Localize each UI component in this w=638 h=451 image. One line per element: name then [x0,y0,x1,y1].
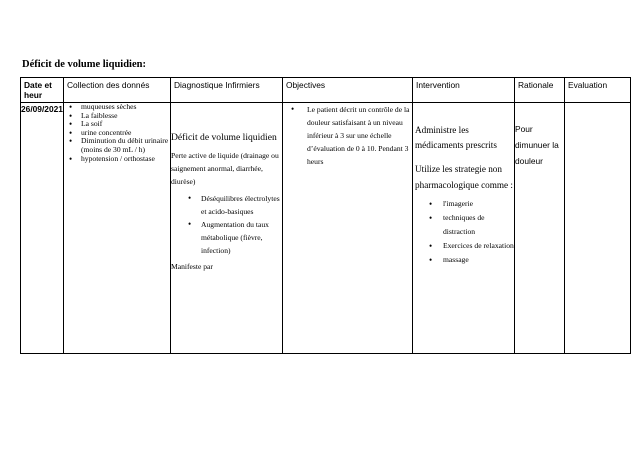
list-item: • Augmentation du taux métabolique (fièvre, infection) [183,218,282,257]
list-item: • La faiblesse [64,112,170,121]
table-row [21,103,631,354]
list-item: • urine concentrée [64,129,170,138]
list-item: • Déséquilibres électrolytes et acido-basiques [183,192,282,218]
list-item: • Le patient décrit un contrôle de la douleur satisfaisant à un niveau inférieur à 3 sur une échelle d’évaluation de 0 à 10. Pendant 3 heurs [283,103,412,168]
header-diagnostic: Diagnostique Infirmiers [171,78,283,103]
collection-list [64,103,170,163]
diagnostic-title: Déficit de volume liquidien [171,132,277,143]
care-plan-table [20,77,631,354]
document-title: Déficit de volume liquidien: [22,59,146,70]
intervention-line-2: Utilize les strategie non pharmacologique comme : [415,164,513,190]
list-item: • muqueuses sèches [64,103,170,112]
cell-objectives [283,103,413,354]
list-item: • massage [423,253,514,267]
cell-rationale [515,103,565,354]
objectives-list [283,103,412,168]
diagnostic-list [183,192,282,257]
intervention-line-1: Administre les médicaments prescrits [415,125,497,150]
diagnostic-footer: Manifeste par [171,262,213,271]
header-date: Date et heur [21,78,64,103]
header-rationale: Rationale [515,78,565,103]
intervention-list [423,197,514,267]
list-item: • Diminution du débit urinaire (moins de 30 mL / h) [64,137,170,154]
header-intervention: Intervention [413,78,515,103]
list-item: • Exercices de relaxation [423,239,514,253]
header-evaluation: Evaluation [565,78,631,103]
cell-collection [64,103,171,354]
list-item: • hypotension / orthostase [64,155,170,164]
list-item: • techniques de distraction [423,211,514,239]
rationale-text: Pour dimunuer la douleur [515,124,559,166]
diagnostic-text: Perte active de liquide (drainage ou saignement anormal, diarrhée, diurèse) [171,151,279,186]
cell-intervention [413,103,515,354]
list-item: • La soif [64,120,170,129]
header-collection: Collection des donnés [64,78,171,103]
table-header-row [21,78,631,103]
cell-date: 26/09/2021 [21,103,64,354]
cell-evaluation [565,103,631,354]
header-objectives: Objectives [283,78,413,103]
list-item: • l'imagerie [423,197,514,211]
cell-diagnostic [171,103,283,354]
